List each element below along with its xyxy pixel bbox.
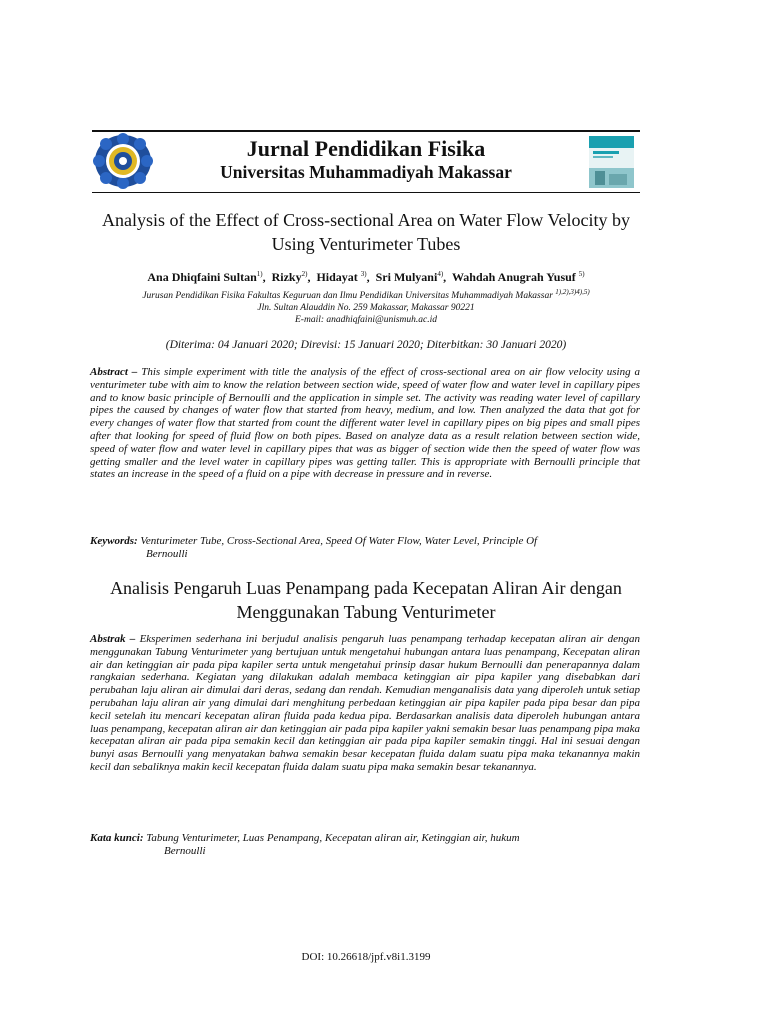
- affiliation-sup: 1),2),3)4),5): [555, 288, 590, 296]
- kata-kunci-text: Tabung Venturimeter, Luas Penampang, Kecepatan aliran air, Ketinggian air, hukum: [146, 832, 520, 844]
- keywords-continuation: Bernoulli: [146, 548, 188, 560]
- author-name: Hidayat: [316, 270, 358, 284]
- author-name: Ana Dhiqfaini Sultan: [147, 270, 257, 284]
- author-name: Wahdah Anugrah Yusuf: [451, 270, 576, 284]
- author-name: Sri Mulyani: [375, 270, 438, 284]
- journal-title: Jurnal Pendidikan Fisika: [246, 136, 486, 161]
- header-top-rule: [92, 130, 640, 132]
- abstrak-label: Abstrak –: [90, 633, 136, 645]
- kata-kunci-label: Kata kunci:: [90, 832, 144, 844]
- affiliation: Jurusan Pendidikan Fisika Fakultas Keguruan dan Ilmu Pendidikan Universitas Muhammadiyah Makassar: [142, 291, 553, 302]
- journal-cover-icon: [589, 136, 634, 188]
- author-list: Ana Dhiqfaini Sultan$^{1)}$, Rizky$^{2)}$, Hidayat $^{3)}$, Sri Mulyani$^{4)}$, Wahdah Anugrah Yusuf $^{5)}$: [147, 270, 585, 284]
- abstrak-text: Eksperimen sederhana ini berjudul analisis pengaruh luas penampang terhadap kecepatan aliran air dengan menggunakan Tabung Venturimeter yang bertujuan untuk mengetahui hubungan antara luas penampang, Kecepatan aliran air dan ketinggian air pada pipa kapiler serta untuk mengetahui prinsip dasar hukum Bernoulli dan penerapannya dalam rangkaian sederhana. Kegiatan yang dilakukan adalah membaca ketinggian air pipa kapiler yang disebabkan dari perubahan laju aliran air dimulai dari deras, sedang dan rendah. Kemudian menganalisis data yang diperoleh untuk setiap perubahan laju aliran air yang dimulai dari menghitung perbedaan ketinggian air pipa kapiler pada pipa besar dan pipa kecil setelah itu mencari kecepatan aliran fluida pada kedua pipa. Berdasarkan analisis data diperoleh hubungan antara luas penampang, kecepatan aliran air dan ketinggian air pada pipa kapiler yakni semakin besar luas penampang pipa maka kecepatan aliran air pada pipa semakin kecil dan ketinggian air pada pipa kapiler semakin tinggi. Hal ini sesuai dengan bunyi asas Bernoulli yang menyatakan bahwa semakin besar kecepatan fluida dalam suatu pipa maka tekanannya makin kecil dan sebaliknya makin kecil kecepatan fluida dalam suatu pipa maka semakin besar tekanannya.: [90, 633, 640, 773]
- affiliation-block: [80, 286, 652, 326]
- affiliation-line: [80, 286, 652, 302]
- university-logo-icon: [93, 133, 153, 189]
- article-title-english: Analysis of the Effect of Cross-sectional Area on Water Flow Velocity by Using Venturimeter Tubes: [102, 210, 630, 254]
- header-bottom-rule: [92, 192, 640, 193]
- author-sup: 3): [360, 270, 367, 278]
- kata-kunci-continuation: Bernoulli: [164, 845, 206, 857]
- author-sup: 4): [437, 270, 444, 278]
- author-sup: 1): [256, 270, 263, 278]
- abstract-label: Abstract –: [90, 366, 138, 378]
- address: Jln. Sultan Alauddin No. 259 Makassar, Makassar 90221: [257, 303, 475, 314]
- keywords-label: Keywords:: [90, 535, 138, 547]
- abstract-english: [90, 366, 640, 481]
- publication-dates: (Diterima: 04 Januari 2020; Direvisi: 15 Januari 2020; Diterbitkan: 30 Januari 2020): [165, 339, 567, 351]
- author-sup: 2): [301, 270, 308, 278]
- author-name: Rizky: [271, 270, 302, 284]
- email: E-mail: anadhiqfaini@unismuh.ac.id: [295, 315, 437, 326]
- author-sup: 5): [578, 270, 585, 278]
- keywords-text: Venturimeter Tube, Cross-Sectional Area, Speed Of Water Flow, Water Level, Principle Of: [140, 535, 538, 547]
- abstract-text: This simple experiment with title the analysis of the effect of cross-sectional area on air flow velocity using a venturimeter tube with aim to know the relation between section wide, speed of water flow and water level in capillary pipes and to know basic principle of Bernoulli and the application in simple set. The activity was reading water level of capillary pipes the caused by changes of water flow that started from heavy, medium, and low. Then analyzed the data that got for every changes of water flow that started from count the different water level in capillary pipes on big pipes and small pipes after that looking for speed of fluid flow on both pipes. Based on analyze data as a result relation between section wide, speed of water flow and water level in capillary pipes that was as bigger of section wide then the speed of water flow was getting smaller and the level water in capillary pipes was getting taller. This is appropriate with Bernoulli principle that states an increase in the speed of a fluid on a pipe with decrease in pressure and in reverse.: [90, 366, 641, 481]
- university-name: Universitas Muhammadiyah Makassar: [220, 162, 512, 182]
- abstract-indonesian: [90, 633, 640, 774]
- article-title-indonesian: Analisis Pengaruh Luas Penampang pada Kecepatan Aliran Air dengan Menggunakan Tabung Venturimeter: [110, 578, 622, 622]
- keywords-english: [90, 535, 640, 561]
- doi-footer: DOI: 10.26618/jpf.v8i1.3199: [301, 951, 431, 963]
- keywords-indonesian: [90, 832, 640, 858]
